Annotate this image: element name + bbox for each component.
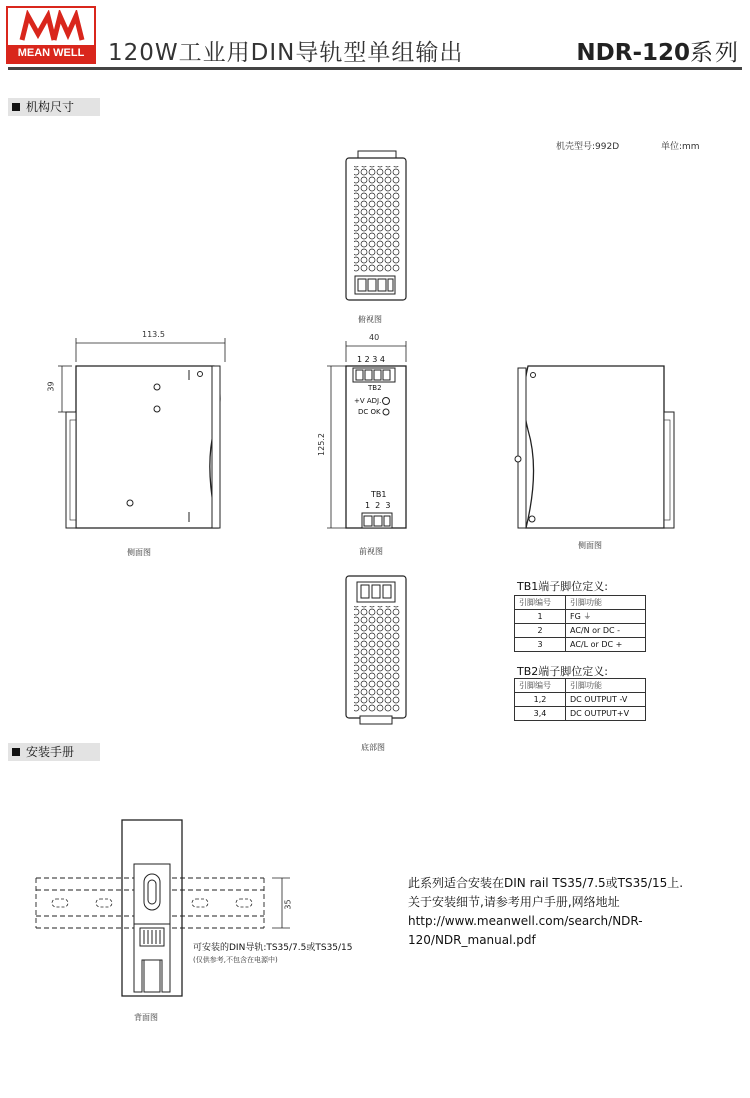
caption-back-view: 背面图	[134, 1013, 158, 1022]
front-view-drawing	[327, 341, 406, 528]
install-text-line2: 关于安装细节,请参考用户手册,网络地址	[408, 895, 620, 909]
pin-function: AC/L or DC +	[566, 638, 646, 652]
table-row	[515, 707, 646, 721]
tb2-label: TB2	[368, 384, 382, 392]
manual-link[interactable]: http://www.meanwell.com/search/NDR-120/NDR_manual.pdf	[408, 914, 643, 947]
header-pin-no: 引脚编号	[515, 596, 566, 610]
bullet-square-icon	[12, 748, 20, 756]
dim-height-front: 125.2	[316, 433, 326, 456]
top-view-drawing	[346, 151, 406, 300]
pin-function: FG ⏚	[566, 610, 646, 624]
pin-function: AC/N or DC -	[566, 624, 646, 638]
table-row	[515, 624, 646, 638]
brand-text: MEAN WELL	[8, 45, 94, 62]
table-row	[515, 610, 646, 624]
tb2-table	[514, 678, 646, 721]
pin-no: 1	[515, 610, 566, 624]
pin-function: DC OUTPUT+V	[566, 707, 646, 721]
section-installation-label: 安装手册	[26, 745, 75, 759]
dim-width-side: 113.5	[142, 330, 165, 339]
table-header-row	[515, 679, 646, 693]
install-text	[408, 874, 750, 950]
installation-drawing	[0, 800, 320, 1020]
pin-no: 2	[515, 624, 566, 638]
caption-front-view: 前视图	[359, 547, 383, 556]
dcok-label: DC OK	[358, 408, 381, 416]
section-installation	[8, 743, 100, 761]
tb1-pin-numbers: 1 2 3	[365, 501, 391, 510]
pin-no: 3	[515, 638, 566, 652]
page-title: 120W工业用DIN导轨型单组输出	[108, 40, 464, 66]
caption-right-side-view: 侧面图	[578, 541, 602, 550]
rail-note-sub: (仅供参考,不包含在电源中)	[193, 956, 278, 964]
caption-bottom-view: 底部图	[361, 743, 385, 752]
tb2-table-title: TB2端子脚位定义:	[517, 665, 608, 678]
series-model: NDR-120	[576, 40, 690, 66]
tb1-table	[514, 595, 646, 652]
right-side-view-drawing	[515, 366, 674, 528]
vadj-label: +V ADJ.	[354, 397, 382, 405]
tb1-label: TB1	[371, 490, 387, 499]
rail-note: 可安装的DIN导轨:TS35/7.5或TS35/15	[193, 943, 353, 953]
tb2-pin-numbers: 1 2 3 4	[357, 355, 385, 364]
rail-dim-label: 35	[283, 899, 293, 910]
case-info: 机壳型号:992D	[556, 142, 620, 152]
install-text-line1: 此系列适合安装在DIN rail TS35/7.5或TS35/15上.	[408, 876, 684, 890]
caption-left-side-view: 侧面图	[127, 548, 151, 557]
header-pin-function: 引脚功能	[566, 596, 646, 610]
dim-din-height: 39	[46, 381, 56, 392]
pin-no: 3,4	[515, 707, 566, 721]
pin-no: 1,2	[515, 693, 566, 707]
section-mechanical-label: 机构尺寸	[26, 100, 75, 114]
table-row	[515, 693, 646, 707]
table-row	[515, 638, 646, 652]
tb1-table-title: TB1端子脚位定义:	[517, 580, 608, 593]
dim-width-front: 40	[369, 333, 380, 342]
header-pin-no: 引脚编号	[515, 679, 566, 693]
bottom-view-drawing	[346, 576, 406, 724]
left-side-view-drawing	[58, 338, 225, 528]
table-header-row	[515, 596, 646, 610]
pin-function: DC OUTPUT -V	[566, 693, 646, 707]
unit-info: 单位:mm	[661, 142, 700, 152]
header-pin-function: 引脚功能	[566, 679, 646, 693]
series-suffix: 系列	[690, 40, 740, 66]
caption-top-view: 俯视图	[358, 315, 382, 324]
